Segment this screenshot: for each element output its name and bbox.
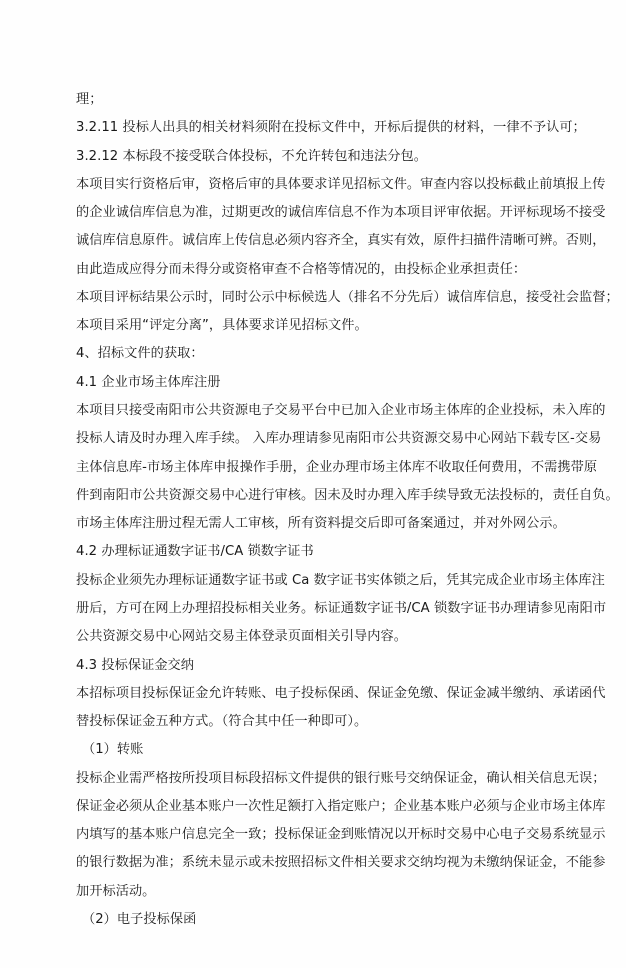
document-line-25: 投标企业需严格按所投项目标段招标文件提供的银行账号交纳保证金，确认相关信息无误；	[76, 771, 606, 786]
document-line-14: 主体信息库-市场主体库申报操作手册，企业办理市场主体库不收取任何费用，不需携带原	[76, 460, 598, 475]
document-line-2: 3.2.11 投标人出具的相关材料须附在投标文件中，开标后提供的材料，一律不予认可；	[76, 120, 586, 135]
document-line-13: 投标人请及时办理入库手续。 入库办理请参见南阳市公共资源交易中心网站下载专区-交易	[76, 431, 602, 446]
document-line-19: 册后，方可在网上办理招投标相关业务。标证通数字证书/CA 锁数字证书办理请参见南阳市	[76, 601, 607, 616]
document-line-7: 由此造成应得分而未得分或资格审查不合格等情况的，由投标企业承担责任：	[76, 262, 527, 277]
document-line-26: 保证金必须从企业基本账户一次性足额打入指定账户；企业基本账户必须与企业市场主体库	[76, 799, 606, 814]
document-line-8: 本项目评标结果公示时，同时公示中标候选人（排名不分先后）诚信库信息，接受社会监督；	[76, 290, 619, 305]
document-line-10: 4、招标文件的获取：	[76, 346, 204, 361]
document-line-22: 本招标项目投标保证金允许转账、电子投标保函、保证金免缴、保证金减半缴纳、承诺函代	[76, 686, 606, 701]
document-line-30: （2）电子投标保函	[82, 912, 197, 927]
document-line-21: 4.3 投标保证金交纳	[76, 658, 195, 673]
document-line-5: 的企业诚信库信息为准，过期更改的诚信库信息不作为本项目评审依据。开评标现场不接受	[76, 205, 606, 220]
document-line-29: 加开标活动。	[76, 884, 156, 899]
document-line-20: 公共资源交易中心网站交易主体登录页面相关引导内容。	[76, 629, 407, 644]
document-line-16: 市场主体库注册过程无需人工审核，所有资料提交后即可备案通过，并对外网公示。	[76, 516, 566, 531]
document-line-23: 替投标保证金五种方式。（符合其中任一种即可）。	[76, 714, 368, 729]
document-line-4: 本项目实行资格后审，资格后审的具体要求详见招标文件。审查内容以投标截止前填报上传	[76, 177, 606, 192]
document-line-6: 诚信库信息原件。诚信库上传信息必须内容齐全，真实有效，原件扫描件清晰可辨。否则，	[76, 233, 606, 248]
document-line-11: 4.1 企业市场主体库注册	[76, 375, 221, 390]
document-line-24: （1）转账	[82, 742, 144, 757]
document-line-17: 4.2 办理标证通数字证书/CA 锁数字证书	[76, 544, 314, 559]
document-line-3: 3.2.12 本标段不接受联合体投标，不允许转包和违法分包。	[76, 149, 427, 164]
document-line-9: 本项目采用“评定分离”，具体要求详见招标文件。	[76, 318, 368, 333]
document-line-27: 内填写的基本账户信息完全一致；投标保证金到账情况以开标时交易中心电子交易系统显示	[76, 827, 606, 842]
document-line-1: 理；	[76, 92, 103, 107]
document-line-18: 投标企业须先办理标证通数字证书或 Ca 数字证书实体锁之后，凭其完成企业市场主体库注	[76, 573, 605, 588]
document-line-15: 件到南阳市公共资源交易中心进行审核。因未及时办理入库手续导致无法投标的，责任自负。	[76, 488, 619, 503]
document-line-12: 本项目只接受南阳市公共资源电子交易平台中已加入企业市场主体库的企业投标，未入库的	[76, 403, 606, 418]
document-line-28: 的银行数据为准；系统未显示或未按照招标文件相关要求交纳均视为未缴纳保证金，不能参	[76, 855, 606, 870]
